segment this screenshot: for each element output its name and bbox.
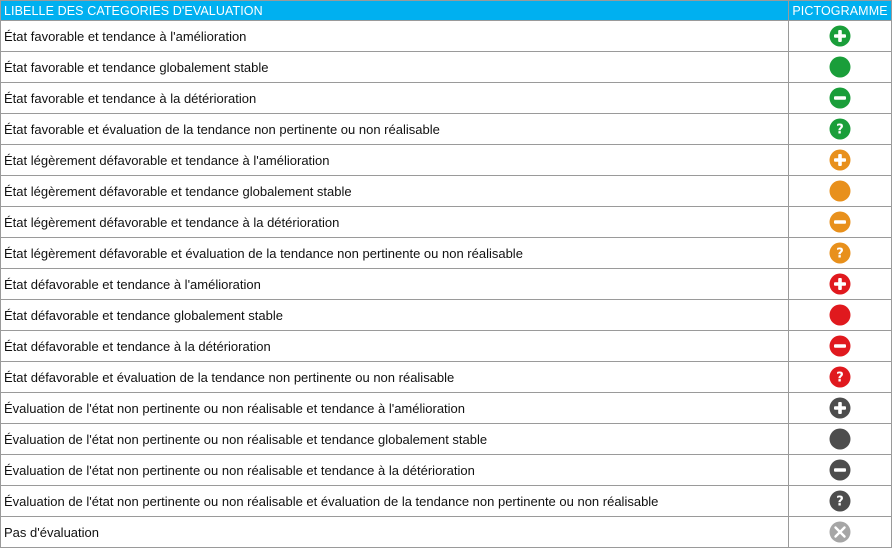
category-label: État légèrement défavorable et tendance globalement stable <box>1 176 789 207</box>
pictogram-cell <box>789 362 892 393</box>
green-question-icon <box>829 118 851 140</box>
category-label: Évaluation de l'état non pertinente ou non réalisable et évaluation de la tendance non pertinente ou non réalisable <box>1 486 789 517</box>
table-row <box>1 21 892 52</box>
green-plus-icon <box>829 25 851 47</box>
pictogram-cell <box>789 517 892 548</box>
category-label: Pas d'évaluation <box>1 517 789 548</box>
gray-plus-icon <box>829 397 851 419</box>
table-row <box>1 176 892 207</box>
category-label: Évaluation de l'état non pertinente ou non réalisable et tendance à l'amélioration <box>1 393 789 424</box>
pictogram-cell <box>789 114 892 145</box>
pictogram-cell <box>789 83 892 114</box>
category-label: État favorable et évaluation de la tendance non pertinente ou non réalisable <box>1 114 789 145</box>
pictogram-cell <box>789 300 892 331</box>
pictogram-cell <box>789 455 892 486</box>
red-plus-icon <box>829 273 851 295</box>
gray-question-icon <box>829 490 851 512</box>
table-row <box>1 424 892 455</box>
pictogram-cell <box>789 393 892 424</box>
table-row <box>1 238 892 269</box>
pictogram-cell <box>789 52 892 83</box>
category-label: État légèrement défavorable et évaluation de la tendance non pertinente ou non réalisable <box>1 238 789 269</box>
category-label: État défavorable et tendance à l'amélioration <box>1 269 789 300</box>
table-row <box>1 362 892 393</box>
orange-circle-icon <box>829 180 851 202</box>
pictogram-cell <box>789 145 892 176</box>
svg-text:?: ? <box>836 494 844 510</box>
table-row <box>1 331 892 362</box>
pictogram-cell <box>789 207 892 238</box>
table-row <box>1 517 892 548</box>
pictogram-cell <box>789 176 892 207</box>
svg-text:?: ? <box>836 122 844 138</box>
table-row <box>1 52 892 83</box>
category-label: État favorable et tendance globalement stable <box>1 52 789 83</box>
table-row <box>1 83 892 114</box>
category-label: État défavorable et évaluation de la tendance non pertinente ou non réalisable <box>1 362 789 393</box>
red-circle-icon <box>829 304 851 326</box>
category-label: État légèrement défavorable et tendance à la détérioration <box>1 207 789 238</box>
table-row <box>1 269 892 300</box>
gray-circle-icon <box>829 428 851 450</box>
category-label: État défavorable et tendance à la détérioration <box>1 331 789 362</box>
category-label: État favorable et tendance à la détérioration <box>1 83 789 114</box>
svg-text:?: ? <box>836 370 844 386</box>
pictogram-cell <box>789 486 892 517</box>
table-row <box>1 114 892 145</box>
pictogram-cell <box>789 21 892 52</box>
label-column-header: LIBELLE DES CATEGORIES D'EVALUATION <box>1 1 789 21</box>
red-question-icon <box>829 366 851 388</box>
orange-plus-icon <box>829 149 851 171</box>
light-gray-cross-icon <box>829 521 851 543</box>
table-row <box>1 300 892 331</box>
table-body <box>1 21 892 548</box>
category-label: État défavorable et tendance globalement stable <box>1 300 789 331</box>
pictogram-cell <box>789 269 892 300</box>
picto-column-header: PICTOGRAMME <box>789 1 892 21</box>
green-minus-icon <box>829 87 851 109</box>
category-label: Évaluation de l'état non pertinente ou non réalisable et tendance globalement stable <box>1 424 789 455</box>
table-row <box>1 393 892 424</box>
pictogram-cell <box>789 331 892 362</box>
orange-question-icon <box>829 242 851 264</box>
pictogram-cell <box>789 238 892 269</box>
category-label: État favorable et tendance à l'amélioration <box>1 21 789 52</box>
green-circle-icon <box>829 56 851 78</box>
red-minus-icon <box>829 335 851 357</box>
pictogram-cell <box>789 424 892 455</box>
category-label: État légèrement défavorable et tendance à l'amélioration <box>1 145 789 176</box>
orange-minus-icon <box>829 211 851 233</box>
table-row <box>1 455 892 486</box>
svg-text:?: ? <box>836 246 844 262</box>
table-row <box>1 207 892 238</box>
table-row <box>1 486 892 517</box>
category-label: Évaluation de l'état non pertinente ou non réalisable et tendance à la détérioration <box>1 455 789 486</box>
table-row <box>1 145 892 176</box>
table-header-row <box>1 1 892 21</box>
gray-minus-icon <box>829 459 851 481</box>
